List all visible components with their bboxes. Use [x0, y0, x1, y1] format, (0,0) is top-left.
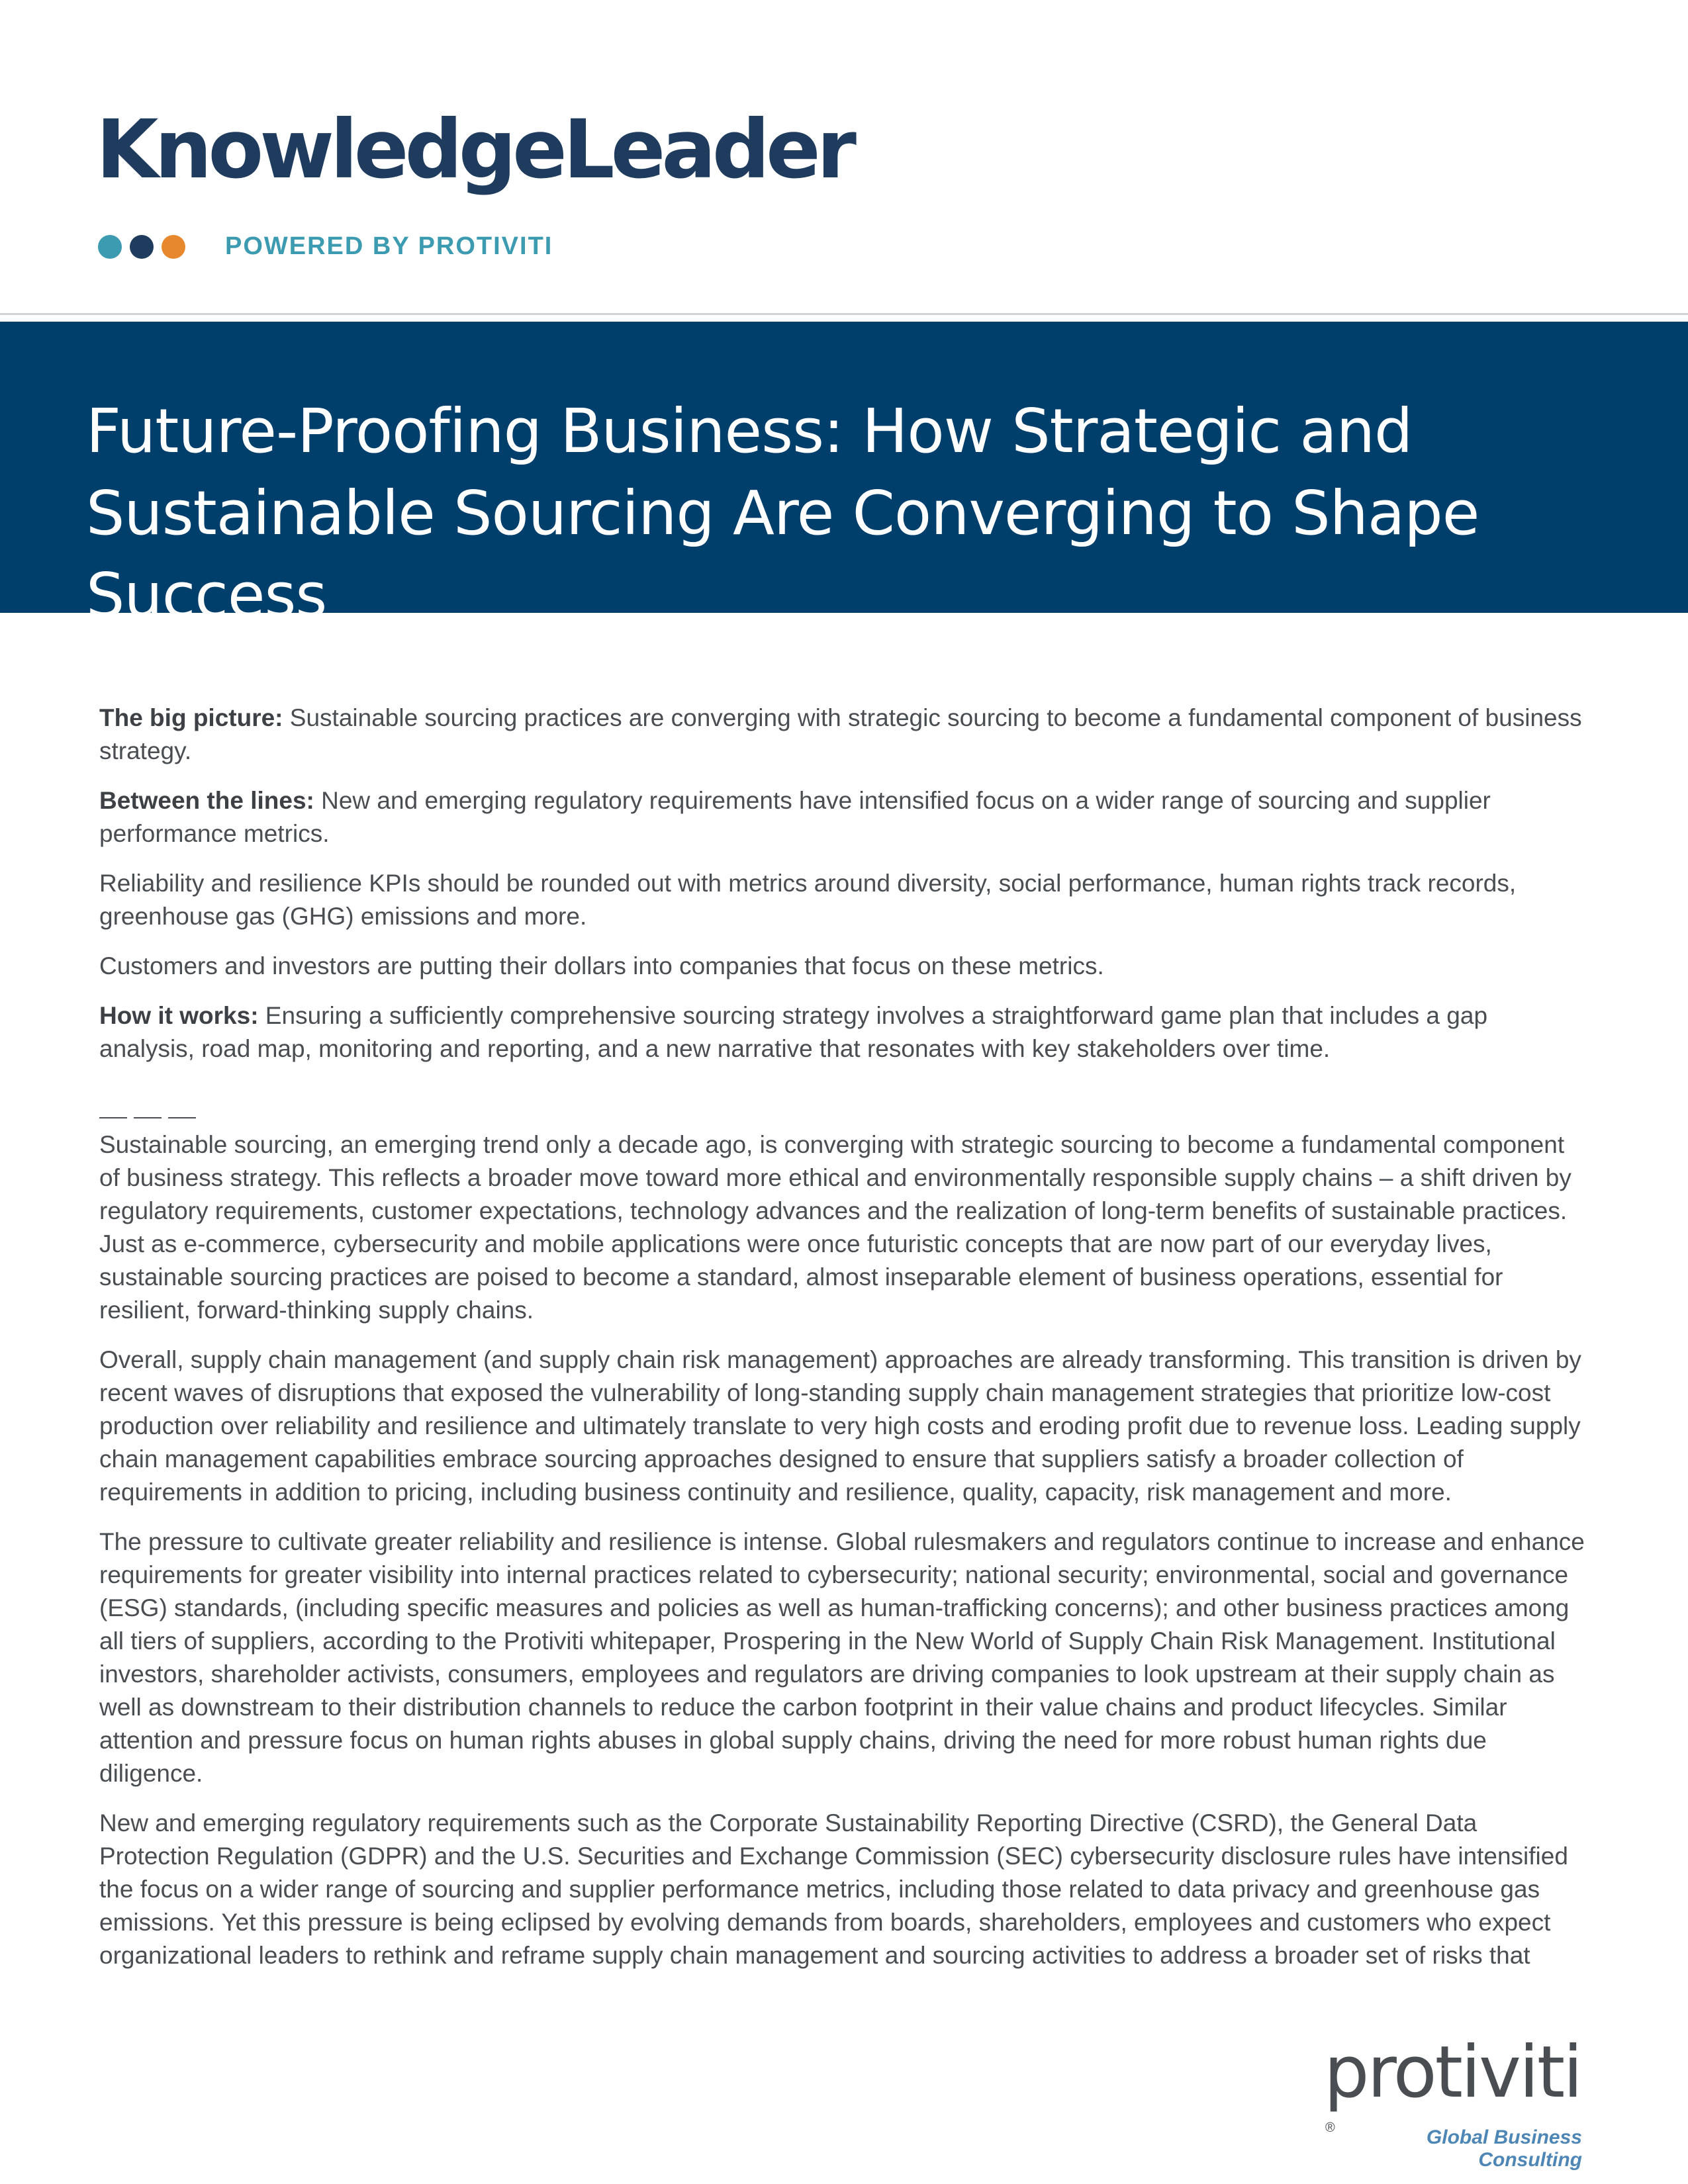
between-the-lines-paragraph — [99, 784, 1585, 850]
protiviti-logo — [1324, 2031, 1582, 2171]
between-the-lines-text: New and emerging regulatory requirements have intensified focus on a wider range of sourcing and supplier performance metrics. — [99, 787, 1491, 847]
powered-by-label: POWERED BY PROTIVITI — [225, 232, 553, 260]
title-line-1: Future-Proofing Business: How Strategic and — [86, 396, 1413, 467]
divider-dash — [168, 1117, 196, 1118]
title-line-2: Sustainable Sourcing Are Converging to Shape Success — [86, 478, 1479, 631]
registered-mark: ® — [1325, 2120, 1335, 2135]
big-picture-paragraph — [99, 702, 1585, 768]
page-header — [0, 0, 1688, 316]
customers-paragraph: Customers and investors are putting their dollars into companies that focus on these metrics. — [99, 952, 1104, 979]
divider-dash — [134, 1117, 162, 1118]
body-paragraph-4: New and emerging regulatory requirements such as the Corporate Sustainability Reporting Directive (CSRD), the General Data Protection Regulation (GDPR) and the U.S. Securities and Exchange Commission (SEC) cybersecurity disclosure rules have intensified the focus on a wider range of sourcing and supplier performance metrics, including those related to data privacy and greenhouse gas emissions. Yet this pressure is being eclipsed by evolving demands from boards, shareholders, employees and customers who expect organizational leaders to rethink and reframe supply chain management and sourcing activities to address a broader set of risks that — [99, 1809, 1568, 1969]
body-paragraph-3: The pressure to cultivate greater reliability and resilience is intense. Global rulesmakers and regulators continue to increase and enhance requirements for greater visibility into internal practices related to cybersecurity; national security; environmental, social and governance (ESG) standards, (including specific measures and policies as well as human-trafficking concerns); and other business practices among all tiers of suppliers, according to the Protiviti whitepaper, Prospering in the New World of Supply Chain Risk Management. Institutional investors, shareholder activists, consumers, employees and regulators are driving companies to look upstream at their supply chain as well as downstream to their distribution channels to reduce the carbon footprint in their value chains and product lifecycles. Similar attention and pressure focus on human rights abuses in global supply chains, driving the need for more robust human rights due diligence. — [99, 1528, 1585, 1787]
protiviti-tagline: Global Business Consulting — [1426, 2126, 1582, 2171]
section-divider — [99, 1082, 1585, 1102]
knowledgeleader-logo: KnowledgeLeader — [96, 103, 853, 197]
orange-dot-icon — [162, 235, 185, 259]
body-paragraph-1: Sustainable sourcing, an emerging trend only a decade ago, is converging with strategic sourcing to become a fundamental component of business strategy. This reflects a broader move toward more ethical and environmentally responsible supply chains – a shift driven by regulatory requirements, customer expectations, technology advances and the realization of long-term benefits of sustainable practices. Just as e-commerce, cybersecurity and mobile applications were once futuristic concepts that are now part of our everyday lives, sustainable sourcing practices are poised to become a standard, almost inseparable element of business operations, essential for resilient, forward-thinking supply chains. — [99, 1131, 1571, 1324]
big-picture-text: Sustainable sourcing practices are converging with strategic sourcing to become a fundamental component of business strategy. — [99, 704, 1582, 764]
body-paragraph-2: Overall, supply chain management (and supply chain risk management) approaches are already transforming. This transition is driven by recent waves of disruptions that exposed the vulnerability of long-standing supply chain management strategies that prioritize low-cost production over reliability and resilience and ultimately translate to very high costs and eroding profit due to revenue loss. Leading supply chain management capabilities embrace sourcing approaches designed to ensure that suppliers satisfy a broader collection of requirements in addition to pricing, including business continuity and resilience, quality, capacity, risk management and more. — [99, 1346, 1581, 1506]
between-the-lines-label: Between the lines: — [99, 787, 314, 814]
how-it-works-label: How it works: — [99, 1002, 259, 1029]
big-picture-label: The big picture: — [99, 704, 283, 731]
reliability-paragraph: Reliability and resilience KPIs should be rounded out with metrics around diversity, social performance, human rights track records, greenhouse gas (GHG) emissions and more. — [99, 870, 1517, 930]
article-content — [99, 702, 1585, 1989]
protiviti-wordmark: protiviti — [1324, 2031, 1581, 2114]
document-title — [86, 390, 1622, 637]
how-it-works-text: Ensuring a sufficiently comprehensive sourcing strategy involves a straightforward game plan that includes a gap analysis, road map, monitoring and reporting, and a new narrative that resonates with key stakeholders over time. — [99, 1002, 1488, 1062]
divider-dash — [99, 1117, 127, 1118]
title-banner — [0, 322, 1688, 631]
teal-dot-icon — [98, 235, 122, 259]
navy-dot-icon — [130, 235, 154, 259]
how-it-works-paragraph — [99, 999, 1585, 1066]
header-divider — [0, 313, 1688, 315]
